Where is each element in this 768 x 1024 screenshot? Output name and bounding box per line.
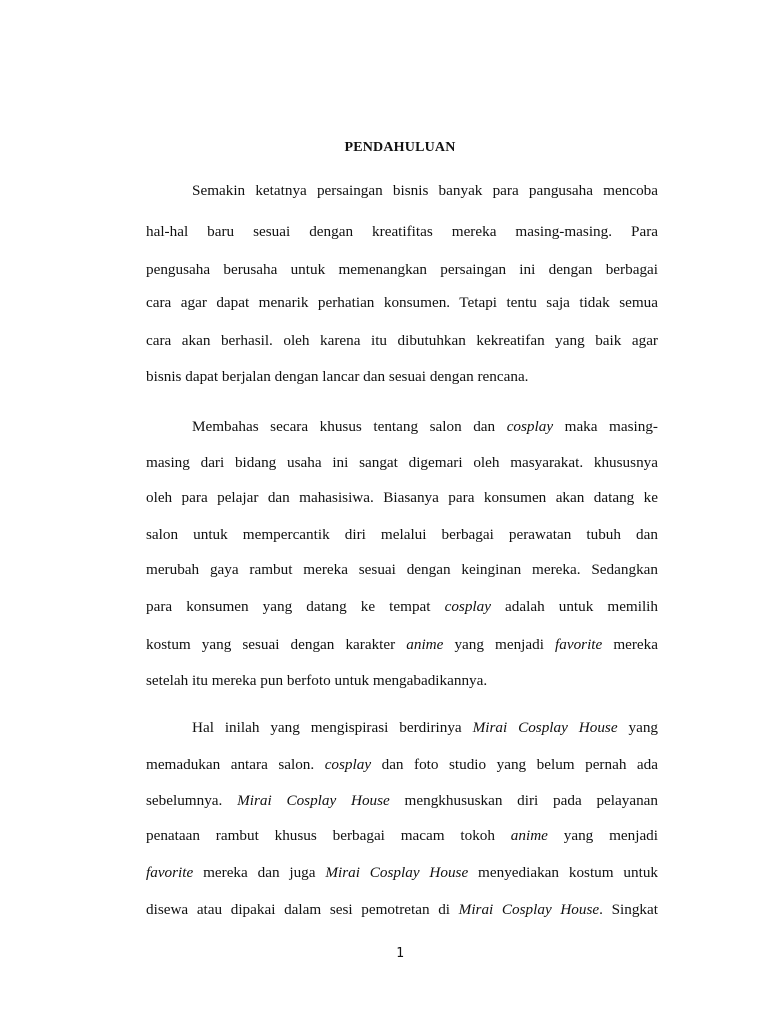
paragraph-1-line-5 <box>146 332 658 350</box>
text-segment: Hal inilah yang mengispirasi berdirinya <box>192 719 473 736</box>
text-segment: bisnis dapat berjalan dengan lancar dan sesuai dengan rencana. <box>146 368 529 385</box>
text-segment: memadukan antara salon. <box>146 756 325 773</box>
text-segment: yang <box>617 719 659 736</box>
text-segment: yang menjadi <box>443 636 556 653</box>
italic-term: cosplay <box>324 756 372 773</box>
paragraph-2-line-2 <box>146 454 658 472</box>
text-segment: hal-hal baru sesuai dengan kreatifitas mereka masing-masing. Para <box>146 223 658 240</box>
text-segment: . Singkat <box>599 901 658 918</box>
text-segment: Semakin ketatnya persaingan bisnis banyak para pangusaha mencoba <box>192 182 658 199</box>
text-segment: oleh para pelajar dan mahasisiwa. Biasanya para konsumen akan datang ke <box>146 489 658 506</box>
paragraph-2-line-1 <box>192 418 658 436</box>
text-segment: merubah gaya rambut mereka sesuai dengan keinginan mereka. Sedangkan <box>146 561 658 578</box>
paragraph-3-line-3 <box>146 792 658 810</box>
page-number: 1 <box>396 946 404 961</box>
text-segment: dan foto studio yang belum pernah ada <box>371 756 658 773</box>
text-segment: para konsumen yang datang ke tempat <box>146 598 445 615</box>
paragraph-1-line-4 <box>146 294 658 312</box>
paragraph-1-line-2 <box>146 223 658 241</box>
text-segment: Membahas secara khusus tentang salon dan <box>192 418 507 435</box>
paragraph-2-line-6 <box>146 598 658 616</box>
italic-term: anime <box>406 636 444 653</box>
text-segment: masing dari bidang usaha ini sangat digemari oleh masyarakat. khususnya <box>146 454 658 471</box>
paragraph-1-line-3 <box>146 261 658 279</box>
text-segment: salon untuk mempercantik diri melalui berbagai perawatan tubuh dan <box>146 526 658 543</box>
italic-term: cosplay <box>506 418 554 435</box>
paragraph-1-line-1 <box>192 182 658 200</box>
paragraph-3-line-6 <box>146 901 658 919</box>
text-segment: pengusaha berusaha untuk memenangkan persaingan ini dengan berbagai <box>146 261 658 278</box>
text-segment: disewa atau dipakai dalam sesi pemotretan di <box>146 901 459 918</box>
text-segment: mengkhususkan diri pada pelayanan <box>389 792 658 809</box>
paragraph-3-line-1 <box>192 719 658 737</box>
text-segment: adalah untuk memilih <box>490 598 658 615</box>
paragraph-1-line-6 <box>146 368 658 386</box>
italic-term: Mirai Cosplay House <box>472 719 618 736</box>
text-segment: maka masing- <box>553 418 658 435</box>
text-segment: cara akan berhasil. oleh karena itu dibutuhkan kekreatifan yang baik agar <box>146 332 658 349</box>
text-segment: penataan rambut khusus berbagai macam tokoh <box>146 827 511 844</box>
italic-term: favorite <box>146 864 194 881</box>
paragraph-3-line-4 <box>146 827 658 845</box>
text-segment: cara agar dapat menarik perhatian konsumen. Tetapi tentu saja tidak semua <box>146 294 658 311</box>
text-segment: kostum yang sesuai dengan karakter <box>146 636 407 653</box>
text-segment: mereka <box>602 636 659 653</box>
paragraph-2-line-8 <box>146 672 658 690</box>
italic-term: anime <box>510 827 548 844</box>
text-segment: menyediakan kostum untuk <box>468 864 659 881</box>
italic-term: Mirai Cosplay House <box>237 792 390 809</box>
text-segment: mereka dan juga <box>193 864 326 881</box>
paragraph-2-line-5 <box>146 561 658 579</box>
italic-term: Mirai Cosplay House <box>325 864 469 881</box>
italic-term: favorite <box>555 636 603 653</box>
text-segment: yang menjadi <box>547 827 658 844</box>
paragraph-2-line-3 <box>146 489 658 507</box>
paragraph-3-line-2 <box>146 756 658 774</box>
section-title: PENDAHULUAN <box>344 140 456 155</box>
italic-term: cosplay <box>444 598 491 615</box>
paragraph-2-line-7 <box>146 636 658 654</box>
text-segment: sebelumnya. <box>146 792 238 809</box>
paragraph-2-line-4 <box>146 526 658 544</box>
italic-term: Mirai Cosplay House <box>458 901 600 918</box>
text-segment: setelah itu mereka pun berfoto untuk mengabadikannya. <box>146 672 488 689</box>
paragraph-3-line-5 <box>146 864 658 882</box>
